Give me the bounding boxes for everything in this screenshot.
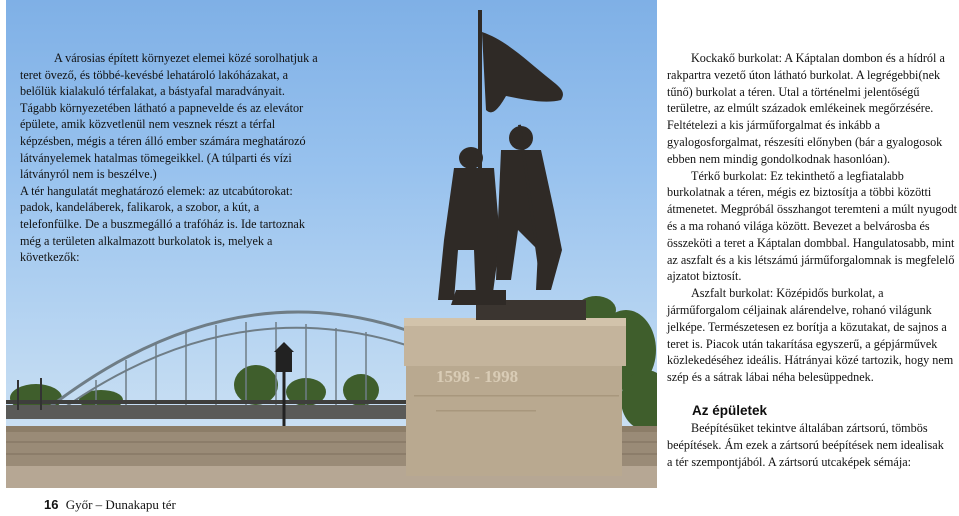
overlay-body-text (20, 50, 320, 266)
paragraph-terko: Térkő burkolat: Ez tekinthető a legfiatalabb burkolatnak a téren, mégis ez biztosítja a többi közötti átmenetet. Megpróbál összhangot teremteni a múlt nyugodt és a ma rohanó világa között. Bevezet a belvárosba és összeköti a teret a Káptalan dombbal. Hangulatosabb, mint az aszfalt és a kis létszámú járműforgalomnak is megfelelő ajzatot biztosít. (667, 168, 958, 284)
monument-inscription: 1598 - 1998 (436, 367, 519, 386)
bridge-deck (6, 405, 406, 419)
section-body (667, 420, 952, 471)
page-footer (44, 497, 176, 513)
monument-pedestal (404, 300, 626, 476)
paragraph-kockako: Kockakő burkolat: A Káptalan dombon és a hídról a rakpartra vezető úton látható burkolat. A legrégebbi(nek tűnő) burkolat a téren. Utal a történelmi jelentőségű területre, az elmúlt századok emlékeinek megőrzésére. Feltételezi a kis járműforgalmat és inkább a gyalogosforgalmat, részesíti előnyben (bár a gyalogosok ebben nem mindig gondolkodnak hasonlóan). (667, 51, 945, 166)
paragraph: Beépítésüket tekintve általában zártsorú, tömbös beépítések. Ám ezek a zártsorú beépítések nem idealisak a tér szempontjából. A zártsorú utcaképek sémája: (667, 421, 944, 469)
paragraph-aszfalt: Aszfalt burkolat: Középidős burkolat, a járműforgalom céljainak alárendelve, rohanó világunk jelképe. Természetesen ez borítja a közutakat, de sajnos a teret is. Piacok után takarítása egyszerű, a gépjárművek közlekedéséhez ideális. Hátrányai közé tartozik, hogy nem szép és a sátrak lábai néha belesüppednek. (667, 286, 954, 385)
section-heading: Az épületek (692, 403, 768, 418)
statue (438, 10, 563, 305)
page-number: 16 (44, 497, 59, 512)
paragraph: A városias épített környezet elemei közé sorolhatjuk a teret övező, és többé-kevésbé lehatároló lakóházakat, a belőlük kialakuló térfalakat, a bástyafal maradványait. Tágabb környezetében látható a papnevelde és az elevátor épülete, amik közvetlenül nem vesznek részt a térfal képzésben, mégis a téren álló ember számára meghatározó látványelemek hatalmas tömegeikkel. (A túlparti és vízi látványról nem is beszélve.) (20, 51, 318, 182)
right-column-text (667, 50, 959, 386)
paragraph: A tér hangulatát meghatározó elemek: az utcabútorokat: padok, kandeláberek, falikarok, a szobor, a kút, a telefonfülke. De a buszmegálló a trafóház is. Ide tartoznak még a területen alkalmazott burkolatok is, melyek a következők: (20, 183, 305, 265)
footer-title: Győr – Dunakapu tér (65, 497, 176, 512)
photo-dunakapu-square (6, 0, 657, 488)
